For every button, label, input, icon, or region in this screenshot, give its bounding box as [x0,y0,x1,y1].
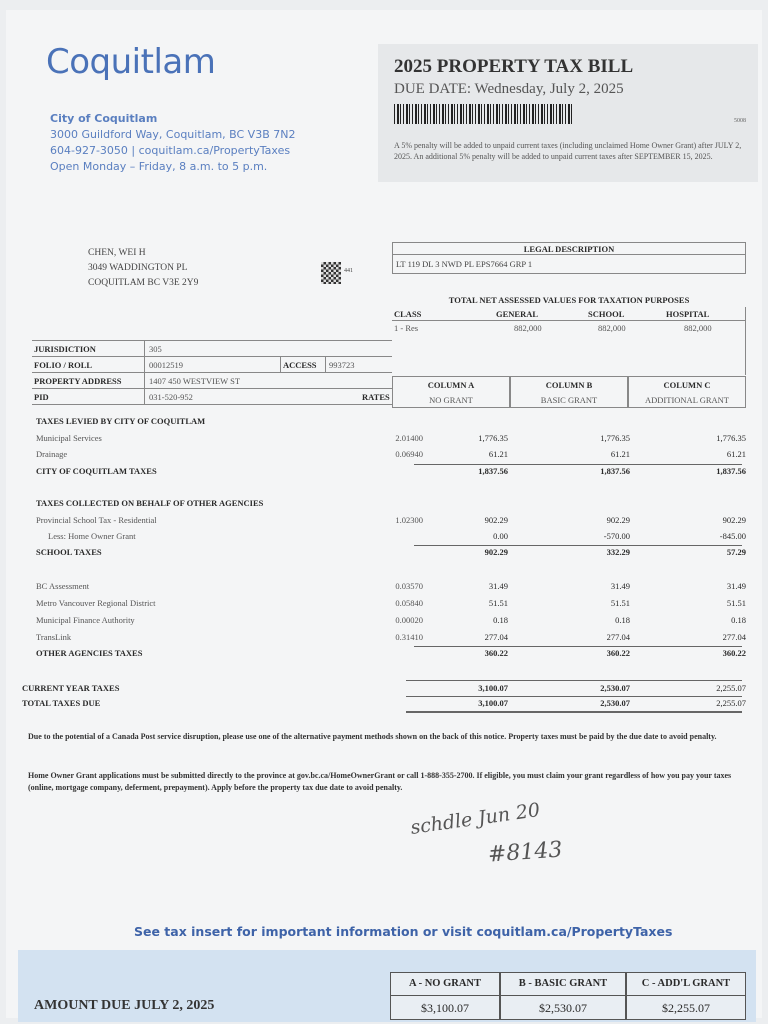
assessed-header-school: SCHOOL [588,309,625,319]
assessed-values-title: TOTAL NET ASSESSED VALUES FOR TAXATION PURPOSES [448,295,690,305]
tax-row-col-c: 61.21 [726,449,746,459]
current-year-taxes-a: 3,100.07 [478,683,508,693]
basic-grant-amount-box [500,972,626,1020]
city-hours: Open Monday – Friday, 8 a.m. to 5 p.m. [50,160,268,173]
tax-row-col-a: 902.29 [484,515,508,525]
current-year-taxes-b: 2,530.07 [600,683,630,693]
city-name: City of Coquitlam [50,112,158,125]
city-taxes-total-b: 1,837.56 [600,466,630,476]
school-taxes-total-a: 902.29 [484,547,508,557]
jurisdiction-table [32,340,392,405]
tax-row-col-b: 0.18 [615,615,630,625]
barcode-image [394,104,572,124]
basic-grant-label: B - BASIC GRANT [501,973,625,996]
no-grant-amount: $3,100.07 [421,1001,469,1015]
column-a-header [392,376,510,408]
penalty-notice: A 5% penalty will be added to unpaid current taxes (including unclaimed Home Owner Grant) after JULY 2, 2025. An additional 5% penalty will be added to unpaid current taxes after SEPTEMBER 15, 2025. [394,141,742,161]
other-agencies-total-c: 360.22 [722,648,746,658]
tax-row-label: Less: Home Owner Grant [48,531,136,541]
jurisdiction-row [32,341,392,357]
access-label: ACCESS [280,357,317,373]
mailing-address [88,246,198,291]
school-taxes-total-row [36,547,748,561]
subtotal-rule [414,464,742,465]
tax-row-label: Municipal Services [36,433,102,443]
tax-row-label: Metro Vancouver Regional District [36,598,156,608]
total-taxes-due-b: 2,530.07 [600,698,630,708]
tax-row-col-c: -845.00 [719,531,746,541]
handwritten-note-line-2: #8143 [487,837,564,868]
tax-row [36,531,748,545]
school-taxes-total-b: 332.29 [606,547,630,557]
tax-row-col-a: 61.21 [488,449,508,459]
total-taxes-due-a: 3,100.07 [478,698,508,708]
legal-description-box [392,242,746,274]
column-b-title: COLUMN B [545,380,593,390]
tax-row-label: Provincial School Tax - Residential [36,515,157,525]
qr-code-number: 441 [344,268,353,274]
tax-row-col-c: 0.18 [731,615,746,625]
pid-value: 031-520-952 [144,389,193,405]
column-b-subtitle: BASIC GRANT [540,395,598,405]
tax-row-col-c: 51.51 [726,598,746,608]
tax-row-label: Municipal Finance Authority [36,615,135,625]
tax-row-col-a: 31.49 [488,581,508,591]
total-taxes-due-c: 2,255.07 [716,698,746,708]
additional-grant-amount: $2,255.07 [662,1001,710,1015]
total-taxes-due-row [22,698,748,712]
access-value: 993723 [325,357,355,373]
legal-description-header: LEGAL DESCRIPTION [393,243,745,255]
city-taxes-total-c: 1,837.56 [716,466,746,476]
tax-row-col-a: 1,776.35 [478,433,508,443]
city-address: 3000 Guildford Way, Coquitlam, BC V3B 7N2 [50,128,296,141]
tax-row [36,581,748,595]
school-taxes-total-label: SCHOOL TAXES [36,547,102,557]
property-address-value: 1407 450 WESTVIEW ST [144,373,240,389]
current-year-taxes-row [22,683,748,697]
basic-grant-amount: $2,530.07 [539,1001,587,1015]
tax-row-col-b: 277.04 [606,632,630,642]
tax-row-col-c: 277.04 [722,632,746,642]
current-year-taxes-label: CURRENT YEAR TAXES [22,683,120,693]
property-address-label: PROPERTY ADDRESS [34,376,122,386]
tax-row [36,433,748,447]
totals-rule [406,696,742,697]
tax-row [36,515,748,529]
folio-value: 00012519 [144,357,183,373]
city-contact: 604-927-3050 | coquitlam.ca/PropertyTaxes [50,144,291,157]
current-year-taxes-c: 2,255.07 [716,683,746,693]
property-address-row [32,373,392,389]
city-contact-block [50,111,295,175]
tax-row-rate: 0.06940 [395,449,423,459]
additional-grant-amount-box [626,972,746,1020]
folio-label: FOLIO / ROLL [34,360,93,370]
other-agencies-total-row [36,648,748,662]
tax-insert-notice: See tax insert for important information or visit coquitlam.ca/PropertyTaxes [134,924,673,939]
additional-grant-label: C - ADD'L GRANT [627,973,745,996]
pid-label: PID [34,392,49,402]
no-grant-amount-box [390,972,500,1020]
bill-header-box [378,44,758,182]
tax-bill-page [6,10,762,1018]
school-taxes-total-c: 57.29 [726,547,746,557]
pid-row [32,389,392,405]
agency-taxes-heading: TAXES COLLECTED ON BEHALF OF OTHER AGENCIES [36,498,264,508]
totals-rule [406,680,742,681]
tax-row-label: TransLink [36,632,72,642]
tax-row-label: BC Assessment [36,581,90,591]
due-date: DUE DATE: Wednesday, July 2, 2025 [394,81,624,97]
assessed-value-row [392,321,745,335]
tax-row [36,615,748,629]
column-a-title: COLUMN A [427,380,475,390]
tax-row-rate: 0.31410 [395,632,423,642]
city-taxes-total-a: 1,837.56 [478,466,508,476]
assessed-values-table [392,307,746,375]
other-agencies-total-label: OTHER AGENCIES TAXES [36,648,143,658]
owner-city: COQUITLAM BC V3E 2Y9 [88,278,199,288]
no-grant-label: A - NO GRANT [391,973,499,996]
column-a-subtitle: NO GRANT [429,395,473,405]
amount-due-label: AMOUNT DUE JULY 2, 2025 [34,998,215,1013]
column-b-header [510,376,628,408]
tax-row-col-c: 31.49 [726,581,746,591]
tax-row-col-c: 902.29 [722,515,746,525]
column-c-title: COLUMN C [663,380,711,390]
column-c-header [628,376,746,408]
bill-title: 2025 PROPERTY TAX BILL [394,56,634,77]
assessed-general: 882,000 [514,323,542,333]
jurisdiction-value: 305 [144,341,162,357]
amount-due-strip [18,950,756,1022]
tax-row-col-b: 61.21 [610,449,630,459]
city-taxes-total-row [36,466,748,480]
other-agencies-total-b: 360.22 [606,648,630,658]
folio-row [32,357,392,373]
tax-row-col-b: 902.29 [606,515,630,525]
assessed-header-class: CLASS [394,309,422,319]
qr-code-icon [321,262,341,284]
tax-row-rate: 0.00020 [395,615,423,625]
tax-row [36,449,748,463]
assessed-header-row [392,307,745,321]
tax-row-col-b: 31.49 [610,581,630,591]
rates-label: RATES [362,392,390,402]
handwritten-note-line-1: schdle Jun 20 [409,799,542,839]
tax-row-label: Drainage [36,449,68,459]
other-agencies-total-a: 360.22 [484,648,508,658]
total-taxes-due-label: TOTAL TAXES DUE [22,698,101,708]
tax-row [36,632,748,646]
tax-row-col-b: 51.51 [610,598,630,608]
legal-description-value: LT 119 DL 3 NWD PL EPS7664 GRP 1 [396,259,533,269]
home-owner-grant-note: Home Owner Grant applications must be submitted directly to the province at gov.bc.ca/HomeOwnerGrant or call 1-888-355-2700. If eligible, you must claim your grant regardless of how you pay your taxes (online, mortgage company, deferment, prepayment). Apply before the property tax due date to avoid penalty. [28,771,732,792]
tax-row-rate: 0.05840 [395,598,423,608]
assessed-header-hospital: HOSPITAL [666,309,710,319]
tax-row-col-a: 51.51 [488,598,508,608]
subtotal-rule [414,646,742,647]
sequence-number: 5008 [734,118,746,124]
tax-row-col-a: 0.18 [493,615,508,625]
assessed-class: 1 - Res [394,323,419,333]
tax-row-col-b: -570.00 [603,531,630,541]
tax-row-rate: 1.02300 [395,515,423,525]
subtotal-rule [414,545,742,546]
tax-row-col-a: 277.04 [484,632,508,642]
owner-name: CHEN, WEI H [88,248,146,258]
tax-row-rate: 2.01400 [395,433,423,443]
column-c-subtitle: ADDITIONAL GRANT [645,395,729,405]
coquitlam-logo: Coquitlam [46,42,216,82]
tax-row-rate: 0.03570 [395,581,423,591]
city-taxes-total-label: CITY OF COQUITLAM TAXES [36,466,157,476]
tax-row [36,598,748,612]
tax-row-col-a: 0.00 [493,531,508,541]
postal-disruption-note: Due to the potential of a Canada Post service disruption, please use one of the alternative payment methods shown on the back of this notice. Property taxes must be paid by the due date to avoid penalty. [28,732,717,741]
owner-street: 3049 WADDINGTON PL [88,263,188,273]
tax-row-col-c: 1,776.35 [716,433,746,443]
assessed-hospital: 882,000 [684,323,712,333]
city-taxes-heading: TAXES LEVIED BY CITY OF COQUITLAM [36,416,206,426]
assessed-header-general: GENERAL [496,309,539,319]
totals-double-rule [406,711,742,713]
assessed-school: 882,000 [598,323,626,333]
jurisdiction-label: JURISDICTION [34,344,96,354]
tax-row-col-b: 1,776.35 [600,433,630,443]
